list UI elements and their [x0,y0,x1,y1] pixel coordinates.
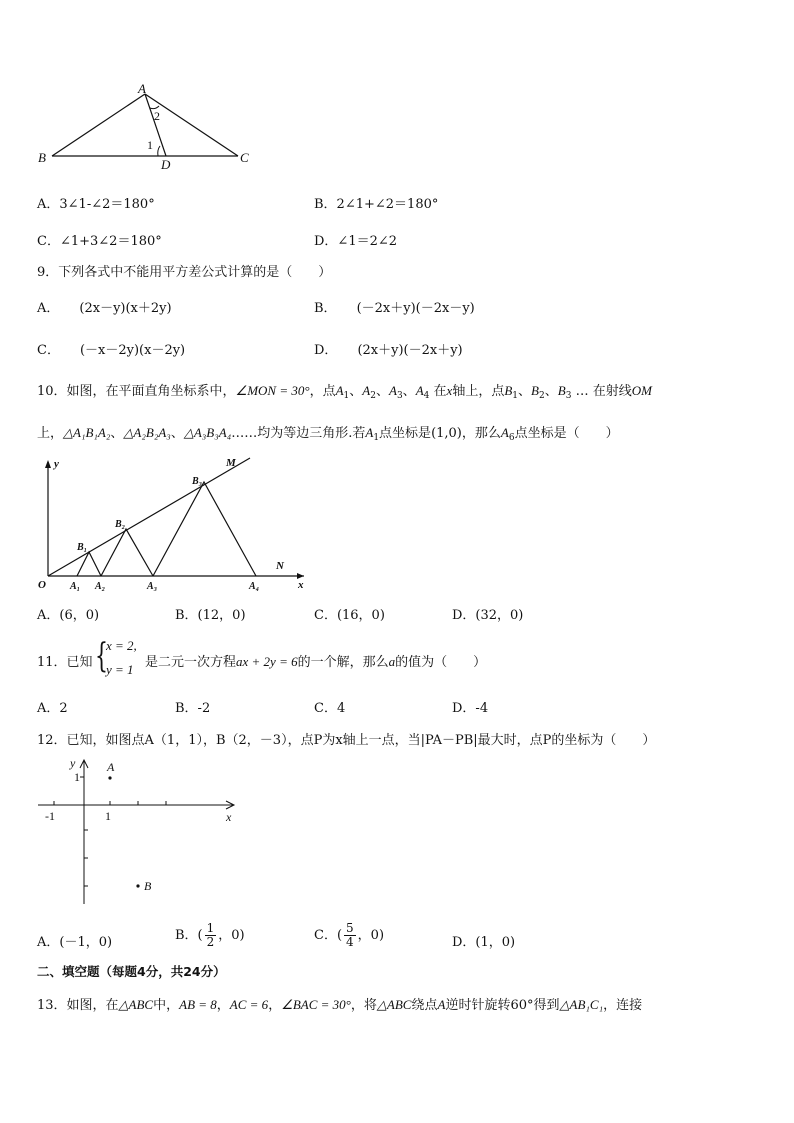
q10-sep: 、 [375,384,389,399]
q10-option-c: C．(16，0) [314,608,385,623]
q10-point-b3: B [557,383,566,398]
q11-option-a: A．2 [37,701,68,716]
q11-text: 的值为（ ） [395,655,487,670]
label-A4: A₄ [249,581,260,592]
q10-option-b: B．(12，0) [175,608,246,623]
q10-stem-line-2: 上，△A₁B₁A₂、△A₂B₂A₃、△A₃B₃A₄……均为等边三角形.若$A_1$点坐标是(1,0)，那么$A_6$点坐标是（ ） [37,425,619,443]
q12-option-d: D．(1，0) [452,935,516,950]
q9-option-b [314,297,475,316]
q11-text: 是二元一次方程 [145,655,237,670]
section-heading: 二、填空题（每题4分，共24分） [37,964,226,979]
q10-angle: ∠MON = 30° [235,383,310,398]
q10-triangle-3: △A₃B₃A₄ [183,425,232,440]
q13-point-a: A [437,997,446,1012]
q10-text: 上， [37,426,64,441]
q8-option-c: C．∠1+3∠2＝180° [37,234,162,249]
axis-label-x: x [298,579,304,591]
point-B [136,884,139,887]
q10-stem-line-1: 10．如图，在平面直角坐标系中，∠MON = 30°，点$A_1$、$A_2$、$A_3$、$A_4$ 在x轴上，点$B_1$、$B_2$、$B_3$ … 在射线OM [37,383,652,401]
label-angle-2: 2 [154,109,160,123]
label-angle-1: 1 [147,138,153,152]
q13-triangle-abc: △ABC [118,997,154,1012]
q10-sep: 、 [518,384,532,399]
tick-label-x-neg-1: -1 [45,809,55,823]
fraction-denominator: 2 [206,935,215,949]
label-B3: B₃ [192,476,203,487]
label-A1: A₁ [70,581,81,592]
q9-option-c [37,339,185,358]
q13-triangle-ab1c1: △AB₁C₁ [559,997,604,1012]
q12-option-c-post: ，0) [357,928,385,943]
q8-option-a: A．3∠1-∠2＝180° [37,197,155,212]
q13-text: 得到 [533,998,560,1013]
fraction-denominator: 4 [346,935,354,949]
label-B: B [38,150,46,165]
q12-stem: 12．已知，如图点A（1，1），B（2，－3），点P为x轴上一点，当|PA－PB|最大时，点P的坐标为（ ） [37,733,656,748]
q11-stem-rest [145,651,486,670]
q12-option-c-pre: C．( [314,928,343,943]
q12-option-b-fraction [205,922,217,949]
q8-option-b: B．2∠1+∠2＝180° [314,197,439,212]
q11-prefix: 11．已知 [37,655,93,670]
q10-sep: 、 [402,384,416,399]
q13-text: ，将 [350,998,377,1013]
q9-option-a-expr: (2x－y)(x＋2y) [79,301,172,316]
q10-text: ，那么 [461,426,501,441]
q13-text: 绕点 [411,998,438,1013]
q9-option-a [37,297,172,316]
q13-text: ， [216,998,230,1013]
q11-option-c: C．4 [314,701,346,716]
q13-text: ， [268,998,282,1013]
fraction-numerator: 1 [206,921,215,935]
q10-option-a: A．(6，0) [37,608,100,623]
q10-text: 点坐标是 [379,426,432,441]
coordinate-figure-q10 [36,452,316,596]
q9-option-d [314,339,463,358]
q10-text: ，点 [309,384,336,399]
q10-x-var: x [446,383,453,398]
q9-stem: 9．下列各式中不能用平方差公式计算的是（ ） [37,265,332,280]
q10-sep: 、 [110,426,124,441]
q10-ray-om: OM [631,383,652,398]
q10-text: ……均为等边三角形.若 [231,426,366,441]
label-A2: A₂ [95,581,106,592]
q10-sep: 、 [170,426,184,441]
q10-sep: 、 [544,384,558,399]
axis-label-x: x [226,810,232,824]
label-O: O [38,579,46,591]
q13-ab: AB = 8 [179,997,217,1012]
q12-option-b [175,922,245,949]
label-A3: A₃ [147,581,158,592]
q11-option-d: D．-4 [452,701,489,716]
axis-label-y: y [70,756,76,770]
label-B1: B₁ [77,542,88,553]
q13-stem [37,994,642,1013]
q13-degrees: 60° [510,998,534,1013]
q10-coordinate: (1,0) [431,426,462,441]
label-B: B [144,879,152,893]
q11-eq-2: y = 1 [106,662,134,677]
label-A: A [107,760,115,774]
q9-option-c-expr: (－x－2y)(x－2y) [79,343,186,358]
q10-sep: 、 [349,384,363,399]
label-N: N [276,560,284,572]
q10-text: 点坐标是（ ） [514,426,619,441]
q10-point-b2: B [531,383,539,398]
fraction-numerator: 5 [346,921,354,935]
q9-option-b-expr: (－2x＋y)(－2x－y) [356,301,475,316]
q10-text: 在 [433,384,447,399]
label-A: A [138,81,146,96]
q9-option-d-expr: (2x＋y)(－2x＋y) [357,343,463,358]
q12-option-c-fraction [344,922,356,949]
q10-point-a3: A [388,383,397,398]
q11-option-b: B．-2 [175,701,211,716]
q10-point-a2: A [362,383,371,398]
q11-text: 的一个解，那么 [297,655,389,670]
q10-point-a4: A [415,383,424,398]
q11-a-var: a [388,654,396,669]
q10-point-b1: B [504,383,513,398]
q10-triangle-1: △A₁B₁A₂ [63,425,111,440]
q10-text: … 在射线 [575,384,632,399]
q10-text: 10．如图，在平面直角坐标系中， [37,384,236,399]
q13-triangle-abc: △ABC [376,997,412,1012]
q9-option-b-letter: B． [314,301,337,316]
q10-option-d: D．(32，0) [452,608,524,623]
q10-text: 轴上，点 [452,384,505,399]
q13-text: ，连接 [603,998,643,1013]
tick-label-x-1: 1 [105,809,111,823]
q10-triangle-2: △A₂B₂A₃ [123,425,171,440]
q10-point-a6: A [500,425,509,440]
coordinate-figure-q12 [34,754,244,910]
q12-option-c [314,922,384,949]
q11-eq-1: x = 2, [106,638,137,653]
q12-option-b-post: ，0) [218,928,245,943]
triangle-figure-q8 [30,80,260,172]
q13-text: 13．如图，在 [37,998,119,1013]
q13-text: 逆时针旋转 [445,998,511,1013]
q9-option-a-letter: A． [37,301,60,316]
axis-label-y: y [54,458,59,470]
q8-option-d: D．∠1＝2∠2 [314,234,398,249]
q11-equation: ax + 2y = 6 [236,654,298,669]
q9-option-c-letter: C． [37,343,60,358]
tick-label-y-1: 1 [74,770,80,784]
q11-brace: { [95,636,108,676]
label-D: D [161,157,171,172]
label-M: M [226,457,236,469]
q13-ac: AC = 6 [229,997,269,1012]
q12-option-b-pre: B．( [175,928,203,943]
q10-point-a1: A [365,425,374,440]
label-C: C [240,150,249,165]
q13-text: 中， [153,998,180,1013]
q13-angle: ∠BAC = 30° [281,997,351,1012]
label-B2: B₂ [115,519,126,530]
q9-option-d-letter: D． [314,343,338,358]
q12-option-a: A．(－1，0) [37,935,113,950]
q10-point-a1: A [335,383,344,398]
point-A [108,776,111,779]
